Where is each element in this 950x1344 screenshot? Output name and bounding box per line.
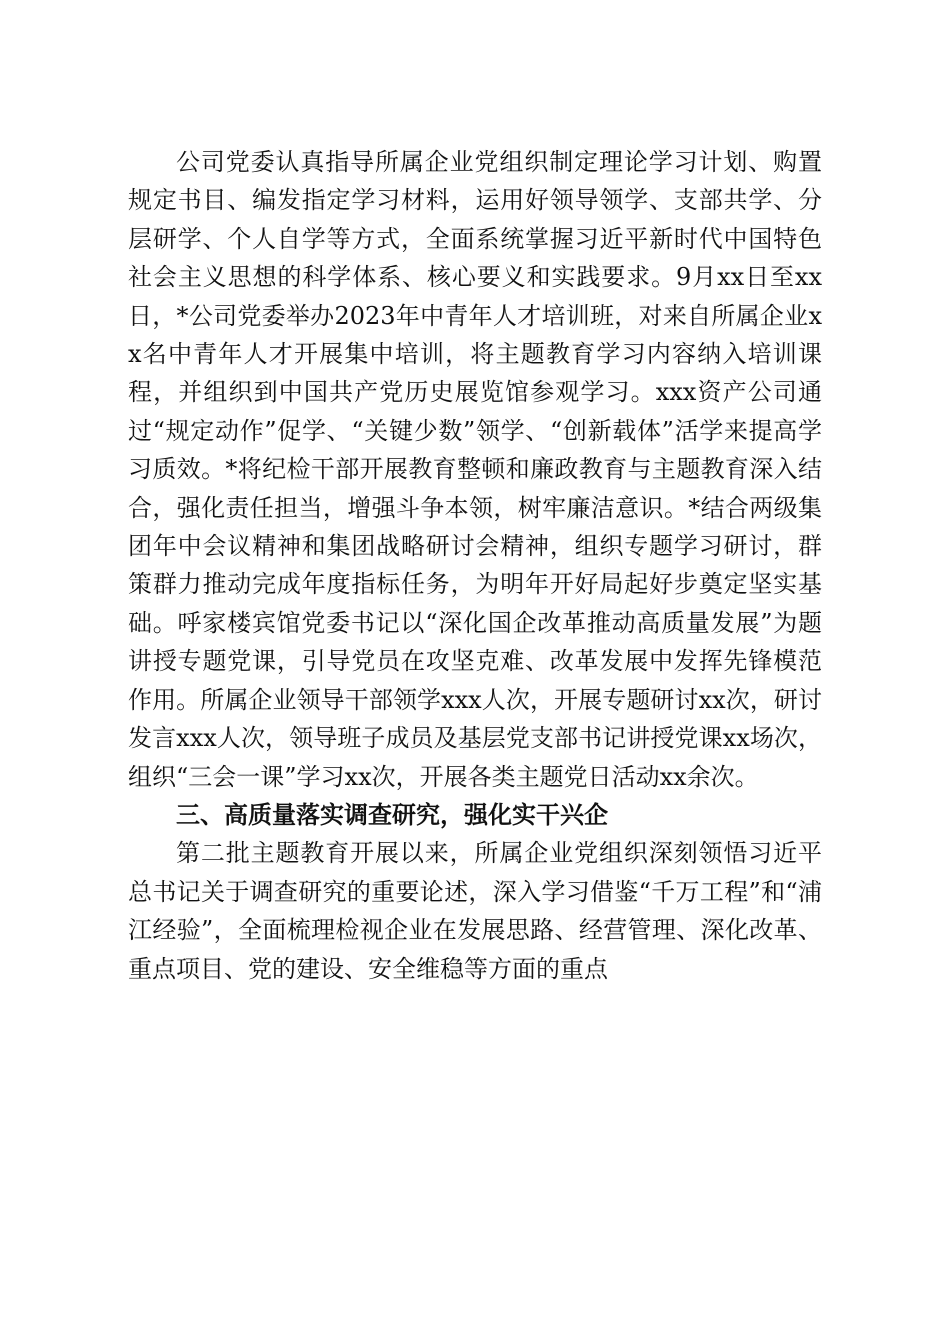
body-paragraph-research: 第二批主题教育开展以来，所属企业党组织深刻领悟习近平总书记关于调查研究的重要论述，深入学习借鉴“千万工程”和“浦江经验”，全面梳理检视企业在发展思路、经营管理、深化改革、重点项目、党的建设、安全维稳等方面的重点 — [128, 839, 822, 983]
document-body — [128, 143, 822, 988]
section-heading-3: 三、高质量落实调查研究，强化实干兴企 — [176, 800, 608, 829]
body-paragraph-study: 公司党委认真指导所属企业党组织制定理论学习计划、购置规定书目、编发指定学习材料，运用好领导领学、支部共学、分层研学、个人自学等方式，全面系统掌握习近平新时代中国特色社会主义思想的科学体系、核心要义和实践要求。9月xx日至xx日，*公司党委举办2023年中青年人才培训班，对来自所属企业xx名中青年人才开展集中培训，将主题教育学习内容纳入培训课程，并组织到中国共产党历史展览馆参观学习。xxx资产公司通过“规定动作”促学、“关键少数”领学、“创新载体”活学来提高学习质效。*将纪检干部开展教育整顿和廉政教育与主题教育深入结合，强化责任担当，增强斗争本领，树牢廉洁意识。*结合两级集团年中会议精神和集团战略研讨会精神，组织专题学习研讨，群策群力推动完成年度指标任务，为明年开好局起好步奠定坚实基础。呼家楼宾馆党委书记以“深化国企改革推动高质量发展”为题讲授专题党课，引导党员在攻坚克难、改革发展中发挥先锋模范作用。所属企业领导干部领学xxx人次，开展专题研讨xx次，研讨发言xxx人次，领导班子成员及基层党支部书记讲授党课xx场次，组织“三会一课”学习xx次，开展各类主题党日活动xx余次。 — [128, 148, 822, 791]
